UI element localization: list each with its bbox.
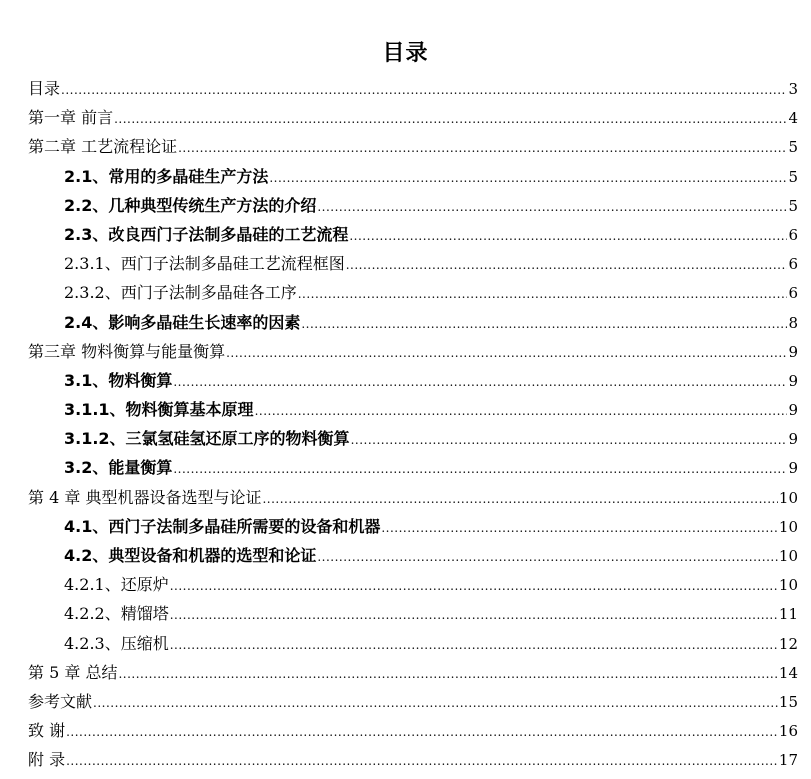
dot-leader (298, 280, 788, 309)
toc-page-number: 9 (788, 371, 798, 390)
toc-entry-title: 第 5 章 总结 (28, 662, 118, 682)
toc-entry[interactable] (28, 716, 798, 745)
dot-leader (301, 310, 787, 339)
toc-entry-title: 2.3.2、西门子法制多晶硅各工序 (64, 283, 297, 303)
toc-entry-title: 4.2.2、精馏塔 (64, 604, 169, 624)
toc-entry[interactable] (28, 337, 798, 366)
toc-entry[interactable] (64, 599, 798, 628)
toc-page-number: 4 (788, 109, 798, 128)
toc-entry-title: 2.3.1、西门子法制多晶硅工艺流程框图 (64, 254, 345, 274)
toc-entry[interactable] (28, 658, 798, 687)
toc-entry[interactable] (64, 424, 798, 453)
dot-leader (114, 105, 787, 134)
toc-entry[interactable] (28, 483, 798, 512)
toc-entry-title: 3.1.1、物料衡算基本原理 (64, 400, 254, 420)
toc-entry[interactable] (64, 395, 798, 424)
toc-entry-title: 第三章 物料衡算与能量衡算 (28, 341, 226, 361)
toc-entry[interactable] (64, 220, 798, 249)
toc-entry[interactable] (64, 570, 798, 599)
toc-page-number: 5 (788, 138, 798, 157)
dot-leader (118, 660, 777, 689)
toc-page-number: 10 (778, 547, 798, 565)
toc-entry[interactable] (28, 132, 798, 161)
toc-entry-title: 第二章 工艺流程论证 (28, 137, 178, 157)
toc-entry-title: 2.4、影响多晶硅生长速率的因素 (64, 312, 301, 332)
page-title: 目录 (382, 40, 429, 66)
toc-entry-title: 2.2、几种典型传统生产方法的介绍 (64, 195, 317, 215)
dot-leader (173, 368, 787, 397)
toc-page-number: 5 (788, 167, 798, 186)
dot-leader (170, 631, 778, 660)
toc-page-number: 16 (778, 722, 798, 741)
dot-leader (61, 76, 787, 105)
toc-page-number: 17 (778, 751, 798, 770)
toc-entry[interactable] (64, 629, 798, 658)
toc-entry[interactable] (28, 687, 798, 716)
dot-leader (349, 222, 787, 251)
dot-leader (178, 134, 787, 163)
toc-entry-title: 目录 (28, 79, 61, 98)
toc-entry-title: 附 录 (28, 750, 66, 770)
toc-entry[interactable] (64, 541, 798, 570)
toc-page-number: 6 (788, 284, 798, 303)
toc-page-number: 15 (778, 692, 798, 711)
toc-entry-title: 第一章 前言 (28, 108, 114, 128)
dot-leader (170, 601, 778, 630)
toc-entry[interactable] (64, 249, 798, 278)
toc-entry[interactable] (28, 74, 798, 103)
dot-leader (93, 689, 778, 718)
toc-entry[interactable] (64, 278, 798, 307)
toc-page-number: 10 (778, 517, 798, 536)
dot-leader (66, 718, 778, 747)
toc-entry[interactable] (64, 162, 798, 191)
toc-entry[interactable] (64, 308, 798, 337)
toc-page-number: 11 (778, 605, 798, 624)
dot-leader (351, 426, 788, 455)
dot-leader (226, 339, 787, 368)
table-of-contents (0, 74, 811, 775)
dot-leader (170, 572, 778, 601)
toc-entry[interactable] (64, 453, 798, 482)
toc-entry[interactable] (64, 512, 798, 541)
toc-entry-title: 2.1、常用的多晶硅生产方法 (64, 166, 269, 186)
dot-leader (269, 164, 787, 193)
toc-entry-title: 致 谢 (28, 721, 66, 741)
toc-page-number: 9 (788, 342, 798, 361)
toc-page-number: 5 (788, 196, 798, 215)
toc-page-number: 10 (778, 576, 798, 595)
toc-entry-title: 2.3、改良西门子法制多晶硅的工艺流程 (64, 224, 349, 244)
toc-page-number: 14 (778, 663, 798, 682)
toc-entry-title: 第 4 章 典型机器设备选型与论证 (28, 487, 262, 507)
toc-entry-title: 4.2、典型设备和机器的选型和论证 (64, 546, 317, 565)
toc-entry-title: 3.1、物料衡算 (64, 370, 173, 390)
toc-entry-title: 3.1.2、三氯氢硅氢还原工序的物料衡算 (64, 429, 350, 449)
dot-leader (66, 747, 778, 776)
dot-leader (317, 543, 778, 572)
toc-page-number: 9 (788, 401, 798, 420)
toc-entry-title: 4.1、西门子法制多晶硅所需要的设备和机器 (64, 516, 381, 536)
toc-entry[interactable] (64, 191, 798, 220)
dot-leader (173, 455, 787, 484)
toc-page-number: 12 (778, 634, 798, 653)
toc-entry-title: 4.2.1、还原炉 (64, 575, 169, 595)
toc-entry-title: 3.2、能量衡算 (64, 458, 173, 478)
toc-entry-title: 4.2.3、压缩机 (64, 633, 169, 653)
dot-leader (346, 251, 788, 280)
toc-page-number: 8 (788, 313, 798, 332)
toc-page-number: 6 (788, 255, 798, 274)
toc-page-number: 6 (788, 225, 798, 244)
toc-entry[interactable] (28, 103, 798, 132)
toc-page-number: 10 (778, 488, 798, 507)
toc-page-number: 3 (788, 80, 798, 98)
toc-entry[interactable] (64, 366, 798, 395)
toc-entry-title: 参考文献 (28, 691, 93, 711)
toc-page-number: 9 (788, 430, 798, 449)
dot-leader (381, 514, 778, 543)
dot-leader (255, 397, 788, 426)
toc-entry[interactable] (28, 745, 798, 774)
dot-leader (262, 485, 777, 514)
toc-page-number: 9 (788, 459, 798, 478)
dot-leader (317, 193, 787, 222)
